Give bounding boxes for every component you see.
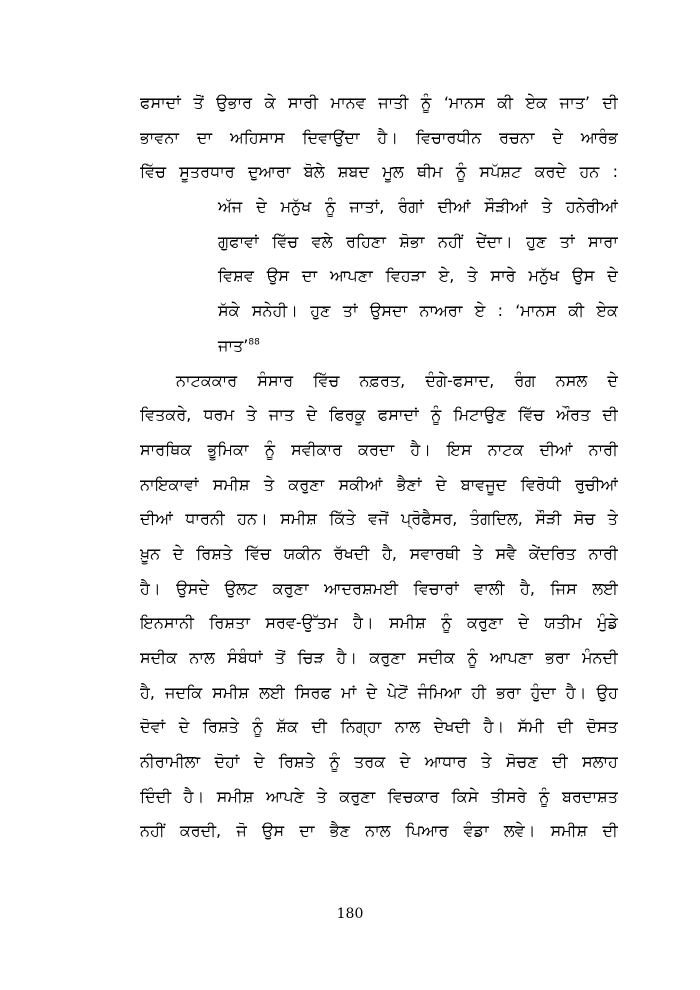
paragraph-intro: [140, 86, 618, 190]
text-line: ਹੈ, ਜਦਕਿ ਸਮੀਸ਼ ਲਈ ਸਿਰਫ ਮਾਂ ਦੇ ਪੇਟੋਂ ਜੰਮਿਆ ਹੀ ਭਰਾ ਹੁੰਦਾ ਹੈ। ਉਹ: [140, 682, 618, 702]
block-quote-end: [140, 329, 618, 364]
text-line: ਫਸਾਦਾਂ ਤੋਂ ਉਭਾਰ ਕੇ ਸਾਰੀ ਮਾਨਵ ਜਾਤੀ ਨੂੰ ‘ਮਾਨਸ ਕੀ ਏਕ ਜਾਤ’ ਦੀ: [140, 93, 618, 112]
quote-last-text: ਜਾਤ’: [218, 335, 249, 355]
paragraph-main: [140, 364, 618, 850]
text-line: ਨਹੀਂ ਕਰਦੀ, ਜੋ ਉਸ ਦਾ ਭੈਣ ਨਾਲ ਪਿਆਰ ਵੰਡਾ ਲਵੇ। ਸਮੀਸ਼ ਦੀ: [140, 821, 618, 841]
quote-last-line: [140, 329, 618, 364]
text-line: ਨੀਰਾਮੀਲਾ ਦੋਹਾਂ ਦੇ ਰਿਸ਼ਤੇ ਨੂੰ ਤਰਕ ਦੇ ਆਧਾਰ ਤੇ ਸੋਚਣ ਦੀ ਸਲਾਹ: [140, 752, 618, 772]
text-line: ਗੁਫਾਵਾਂ ਵਿੱਚ ਵਲੇ ਰਹਿਣਾ ਸ਼ੋਭਾ ਨਹੀਂ ਦੇਂਦਾ। ਹੁਣ ਤਾਂ ਸਾਰਾ: [218, 231, 618, 251]
block-quote: [140, 190, 618, 329]
text-line: ਸੱਕੇ ਸਨੇਹੀ। ਹੁਣ ਤਾਂ ਉਸਦਾ ਨਾਅਰਾ ਏ : ‘ਮਾਨਸ ਕੀ ਏਕ: [218, 301, 618, 321]
text-line: ਦੋਵਾਂ ਦੇ ਰਿਸ਼ਤੇ ਨੂੰ ਸ਼ੱਕ ਦੀ ਨਿਗ੍ਹਾ ਨਾਲ ਦੇਖਦੀ ਹੈ। ਸੱਮੀ ਦੀ ਦੋਸਤ: [140, 717, 618, 737]
text-line: ਵਿੱਚ ਸੂਤਰਧਾਰ ਦੁਆਰਾ ਬੋਲੇ ਸ਼ਬਦ ਮੂਲ ਥੀਮ ਨੂੰ ਸਪੱਸ਼ਟ ਕਰਦੇ ਹਨ :: [140, 162, 618, 182]
text-line: ਹੈ। ਉਸਦੇ ਉਲਟ ਕਰੁਣਾ ਆਦਰਸ਼ਮਈ ਵਿਚਾਰਾਂ ਵਾਲੀ ਹੈ, ਜਿਸ ਲਈ: [140, 578, 618, 598]
text-line: ਨਾਇਕਾਵਾਂ ਸਮੀਸ਼ ਤੇ ਕਰੁਣਾ ਸਕੀਆਂ ਭੈਣਾਂ ਦੇ ਬਾਵਜੂਦ ਵਿਰੋਧੀ ਰੁਚੀਆਂ: [140, 474, 618, 494]
page-body: [140, 86, 618, 849]
footnote-ref: 88: [248, 337, 260, 348]
text-line: ਵਿਤਕਰੇ, ਧਰਮ ਤੇ ਜਾਤ ਦੇ ਫਿਰਕੂ ਫਸਾਦਾਂ ਨੂੰ ਮਿਟਾਉਣ ਵਿੱਚ ਔਰਤ ਦੀ: [140, 405, 618, 425]
text-line: ਵਿਸ਼ਵ ਉਸ ਦਾ ਆਪਣਾ ਵਿਹੜਾ ਏ, ਤੇ ਸਾਰੇ ਮਨੁੱਖ ਉਸ ਦੇ: [218, 266, 618, 286]
text-line: ਸਾਰਥਿਕ ਭੂਮਿਕਾ ਨੂੰ ਸਵੀਕਾਰ ਕਰਦਾ ਹੈ। ਇਸ ਨਾਟਕ ਦੀਆਂ ਨਾਰੀ: [140, 439, 618, 459]
text-line: ਦਿੰਦੀ ਹੈ। ਸਮੀਸ਼ ਆਪਣੇ ਤੇ ਕਰੁਣਾ ਵਿਚਕਾਰ ਕਿਸੇ ਤੀਸਰੇ ਨੂੰ ਬਰਦਾਸ਼ਤ: [140, 786, 618, 806]
text-line: ਦੀਆਂ ਧਾਰਨੀ ਹਨ। ਸਮੀਸ਼ ਕਿੱਤੇ ਵਜੋਂ ਪ੍ਰੋਫੈਸਰ, ਤੰਗਦਿਲ, ਸੌੜੀ ਸੋਚ ਤੇ: [140, 509, 618, 529]
text-line: ਨਾਟਕਕਾਰ ਸੰਸਾਰ ਵਿੱਚ ਨਫ਼ਰਤ, ਦੰਗੇ-ਫਸਾਦ, ਰੰਗ ਨਸਲ ਦੇ: [176, 370, 618, 390]
text-line: ਖ਼ੂਨ ਦੇ ਰਿਸ਼ਤੇ ਵਿੱਚ ਯਕੀਨ ਰੱਖਦੀ ਹੈ, ਸਵਾਰਥੀ ਤੇ ਸਵੈ ਕੇਂਦਰਿਤ ਨਾਰੀ: [140, 543, 618, 563]
page-number: 180: [336, 906, 364, 922]
text-line: ਅੱਜ ਦੇ ਮਨੁੱਖ ਨੂੰ ਜਾਤਾਂ, ਰੰਗਾਂ ਦੀਆਂ ਸੌੜੀਆਂ ਤੇ ਹਨੇਰੀਆਂ: [218, 197, 618, 217]
text-line: ਸਦੀਕ ਨਾਲ ਸੰਬੰਧਾਂ ਤੋਂ ਚਿੜ ਹੈ। ਕਰੁਣਾ ਸਦੀਕ ਨੂੰ ਆਪਣਾ ਭਰਾ ਮੰਨਦੀ: [140, 648, 618, 667]
text-line: ਇਨਸਾਨੀ ਰਿਸ਼ਤਾ ਸਰਵ-ਉੱਤਮ ਹੈ। ਸਮੀਸ਼ ਨੂੰ ਕਰੁਣਾ ਦੇ ਯਤੀਮ ਮੁੰਡੇ: [140, 613, 618, 633]
text-line: ਭਾਵਨਾ ਦਾ ਅਹਿਸਾਸ ਦਿਵਾਉਂਦਾ ਹੈ। ਵਿਚਾਰਧੀਨ ਰਚਨਾ ਦੇ ਆਰੰਭ: [140, 127, 618, 147]
